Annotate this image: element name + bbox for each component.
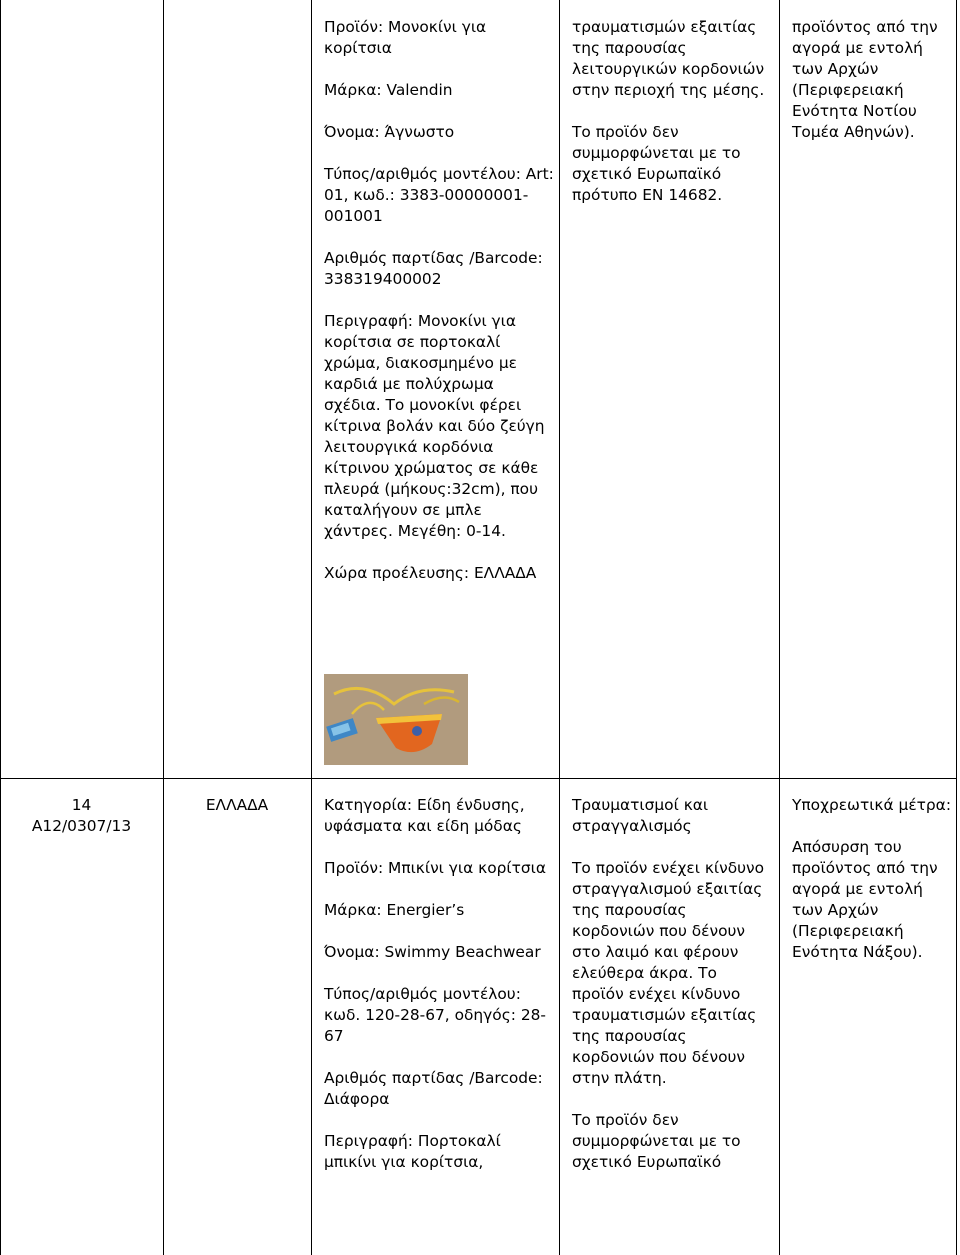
notification-code: A12/0307/13 (31, 817, 132, 835)
measures-cell (792, 795, 954, 963)
risk-description: Το προϊόν ενέχει κίνδυνο στραγγαλισμού εξαιτίας της παρουσίας κορδονιών που δένουν στο λαιμό και φέρουν ελεύθερα άκρα. Το προϊόν ενέχει κίνδυνο τραυματισμών εξαιτίας της παρουσίας κορδονιών που δένουν στην πλάτη. (572, 859, 765, 1087)
product-line: Προϊόν: Μονοκίνι για κορίτσια (324, 18, 487, 57)
model-line: Τύπος/αριθμός μοντέλου: Art: 01, κωδ.: 3383-00000001-001001 (324, 165, 554, 225)
category-line: Κατηγορία: Είδη ένδυσης, υφάσματα και είδη μόδας (324, 796, 525, 835)
product-details-cell (324, 795, 554, 1173)
compliance-text: Το προϊόν δεν συμμορφώνεται με το σχετικό Ευρωπαϊκό πρότυπο EN 14682. (572, 123, 741, 204)
measures-text: Απόσυρση του προϊόντος από την αγορά με εντολή των Αρχών (Περιφερειακή Ενότητα Νάξου). (792, 838, 938, 961)
row-divider (0, 778, 957, 779)
origin-line: Χώρα προέλευσης: ΕΛΛΑΔΑ (324, 564, 537, 582)
compliance-text: Το προϊόν δεν συμμορφώνεται με το σχετικό Ευρωπαϊκό (572, 1111, 741, 1171)
product-photo-monokini (324, 674, 468, 765)
model-line: Τύπος/αριθμός μοντέλου: κωδ. 120-28-67, οδηγός: 28-67 (324, 985, 546, 1045)
risk-cell (572, 795, 772, 1173)
column-divider-1 (163, 0, 164, 1255)
country-cell (163, 795, 311, 816)
column-divider-3 (559, 0, 560, 1255)
risk-text: τραυματισμών εξαιτίας της παρουσίας λειτουργικών κορδονιών στην περιοχή της μέσης. (572, 18, 765, 99)
measures-text: προϊόντος από την αγορά με εντολή των Αρχών (Περιφερειακή Ενότητα Νοτίου Τομέα Αθηνών). (792, 18, 938, 141)
risk-type: Τραυματισμοί και στραγγαλισμός (572, 796, 709, 835)
brand-line: Μάρκα: Valendin (324, 81, 453, 99)
description-line: Περιγραφή: Πορτοκαλί μπικίνι για κορίτσια, (324, 1132, 501, 1171)
table-border-left (0, 0, 1, 1255)
batch-barcode-line: Αριθμός παρτίδας /Barcode: 338319400002 (324, 249, 543, 288)
monokini-image (324, 674, 468, 765)
measures-heading: Υποχρεωτικά μέτρα: (792, 796, 952, 814)
measures-cell-prev (792, 17, 954, 143)
product-line: Προϊόν: Μπικίνι για κορίτσια (324, 859, 546, 877)
country-name: ΕΛΛΑΔΑ (205, 796, 269, 814)
column-divider-2 (311, 0, 312, 1255)
table-border-right (956, 0, 957, 1255)
brand-line: Μάρκα: Energier’s (324, 901, 465, 919)
batch-barcode-line: Αριθμός παρτίδας /Barcode: Διάφορα (324, 1069, 543, 1108)
product-details-cell-prev (324, 17, 554, 584)
row-number-cell (0, 795, 163, 837)
description-line: Περιγραφή: Μονοκίνι για κορίτσια σε πορτοκαλί χρώμα, διακοσμημένο με καρδιά με πολύχρωμα σχέδια. Το μονοκίνι φέρει κίτρινα βολάν και δύο ζεύγη λειτουργικά κορδόνια κίτρινου χρώματος σε κάθε πλευρά (μήκους:32cm), που καταλήγουν σε μπλε χάντρες. Μεγέθη: 0-14. (324, 312, 545, 540)
column-divider-4 (779, 0, 780, 1255)
row-number: 14 (71, 796, 92, 814)
name-line: Όνομα: Άγνωστο (324, 123, 455, 141)
name-line: Όνομα: Swimmy Beachwear (324, 943, 541, 961)
risk-cell-prev (572, 17, 772, 206)
